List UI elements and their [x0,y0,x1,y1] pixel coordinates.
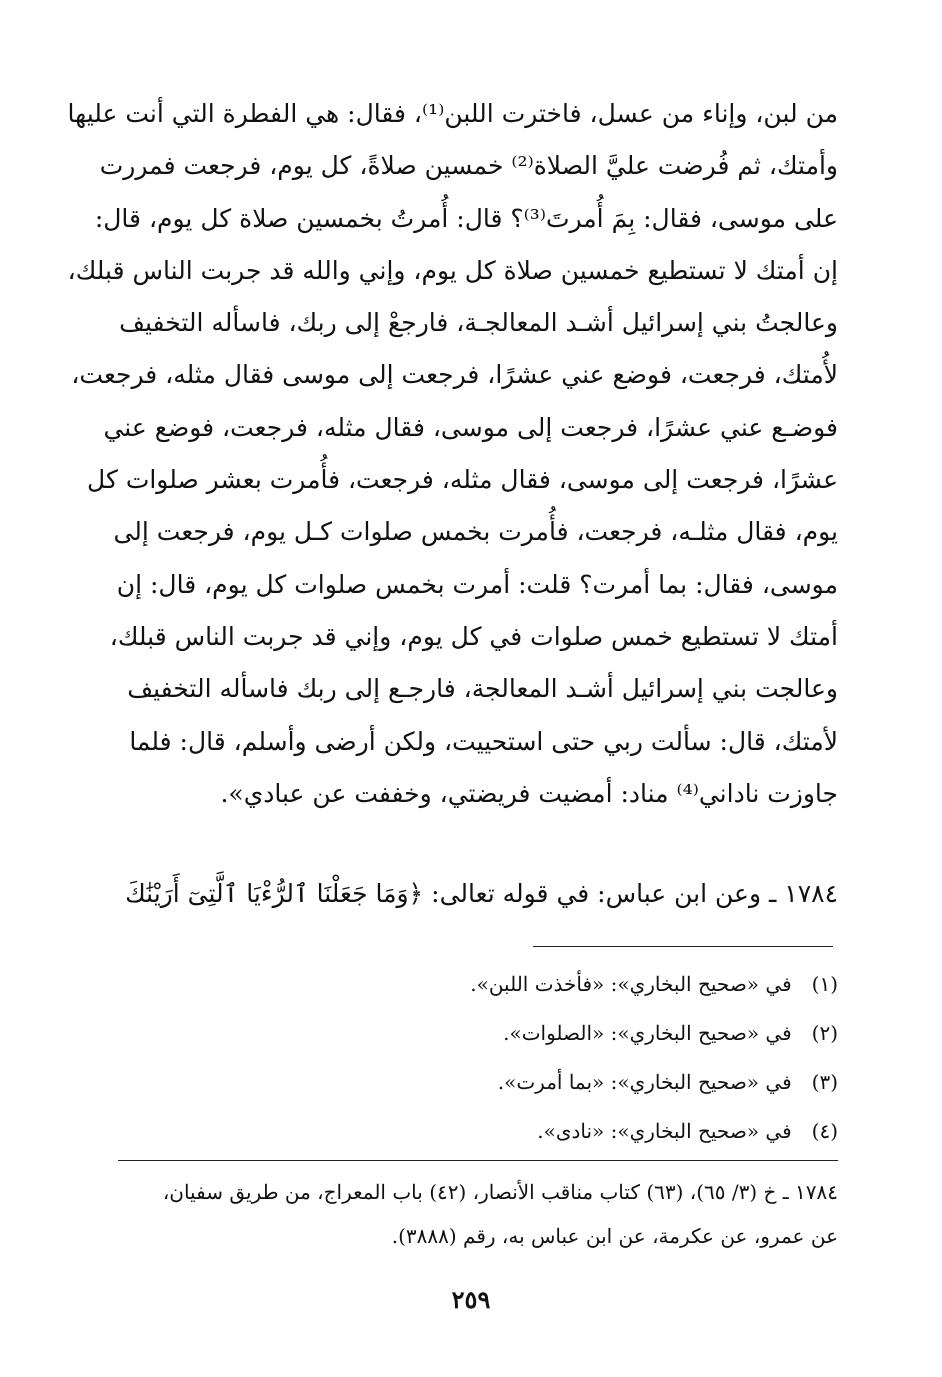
footnotes [118,960,838,1156]
text-line: وعالجت بني إسرائيل أشـد المعالجة، فارجـع إلى ربك فاسأله التخفيف [127,674,838,704]
main-text [67,88,838,820]
text-line: يوم، فقال مثلـه، فرجعت، فأُمرت بخمس صلوات كـل يوم، فرجعت إلى [113,517,838,547]
text-line: عشرًا، فرجعت إلى موسى، فقال مثله، فرجعت، فأُمرت بعشر صلوات كل [87,465,838,495]
text-line: إن أمتك لا تستطيع خمسين صلاة كل يوم، وإني والله قد جربت الناس قبلك، [67,255,838,285]
text-line: من لبن، وإناء من عسل، فاخترت اللبن⁽¹⁾، فقال: هي الفطرة التي أنت عليها [67,99,838,128]
footnote-number: (٢) [811,1021,838,1045]
footnote-number: (٤) [811,1119,838,1143]
text-line: جاوزت ناداني⁽⁴⁾ مناد: أمضيت فريضتي، وخففت عن عبادي». [220,778,838,808]
text-line: وعالجتُ بني إسرائيل أشـد المعالجـة، فارجعْ إلى ربك، فاسأله التخفيف [119,308,838,338]
text-line: أمتك لا تستطيع خمس صلوات في كل يوم، وإني قد جربت الناس قبلك، [109,621,838,651]
takhrij-line: ١٧٨٤ ـ خ (٣/ ٦٥)، (٦٣) كتاب مناقب الأنصار، (٤٢) باب المعراج، من طريق سفيان، [162,1180,838,1204]
footnote-number: (٣) [811,1070,838,1094]
takhrij-note [118,1170,838,1258]
hadith-text: ـ وعن ابن عباس: في قوله تعالى: ﴿وَمَا جَعَلْنَا ٱلرُّءْيَا ٱلَّتِىٓ أَرَيْنَٰكَ [125,879,777,908]
footnote-number: (١) [811,972,838,996]
text-line: موسى، فقال: بما أمرت؟ قلت: أمرت بخمس صلوات كل يوم، قال: إن [116,569,838,599]
takhrij-line: عن عمرو، عن عكرمة، عن ابن عباس به، رقم (٣٨٨٨). [391,1224,838,1248]
hadith-number: ١٧٨٤ [784,879,838,908]
text-line: لأمتك، قال: سألت ربي حتى استحييت، ولكن أرضى وأسلم، قال: فلما [129,726,838,756]
footnote-text: في «صحيح البخاري»: «نادى». [537,1119,792,1143]
footnote [118,1009,838,1058]
text-line: لأُمتك، فرجعت، فوضع عني عشرًا، فرجعت إلى موسى فقال مثله، فرجعت، [71,360,838,390]
footnote [118,1058,838,1107]
footnote [118,960,838,1009]
footnote-text: في «صحيح البخاري»: «فأخذت اللبن». [470,972,792,996]
page-number: ٢٥٩ [451,1285,491,1314]
text-line: على موسى، فقال: بِمَ أُمرتَ⁽³⁾؟ قال: أُمرتُ بخمسين صلاة كل يوم، قال: [94,203,838,233]
footnote-text: في «صحيح البخاري»: «بما أمرت». [497,1070,792,1094]
takhrij-divider [118,1160,838,1161]
text-line: وأمتك، ثم فُرضت عليَّ الصلاة⁽²⁾ خمسين صلاةً، كل يوم، فرجعت فمررت [99,151,838,181]
footnote-divider [533,946,833,947]
footnote-text: في «صحيح البخاري»: «الصلوات». [503,1021,792,1045]
text-line: فوضـع عني عشرًا، فرجعت إلى موسى، فقال مثله، فرجعت، فوضع عني [103,412,838,442]
footnote [118,1107,838,1156]
hadith-1784-opening [118,868,838,920]
